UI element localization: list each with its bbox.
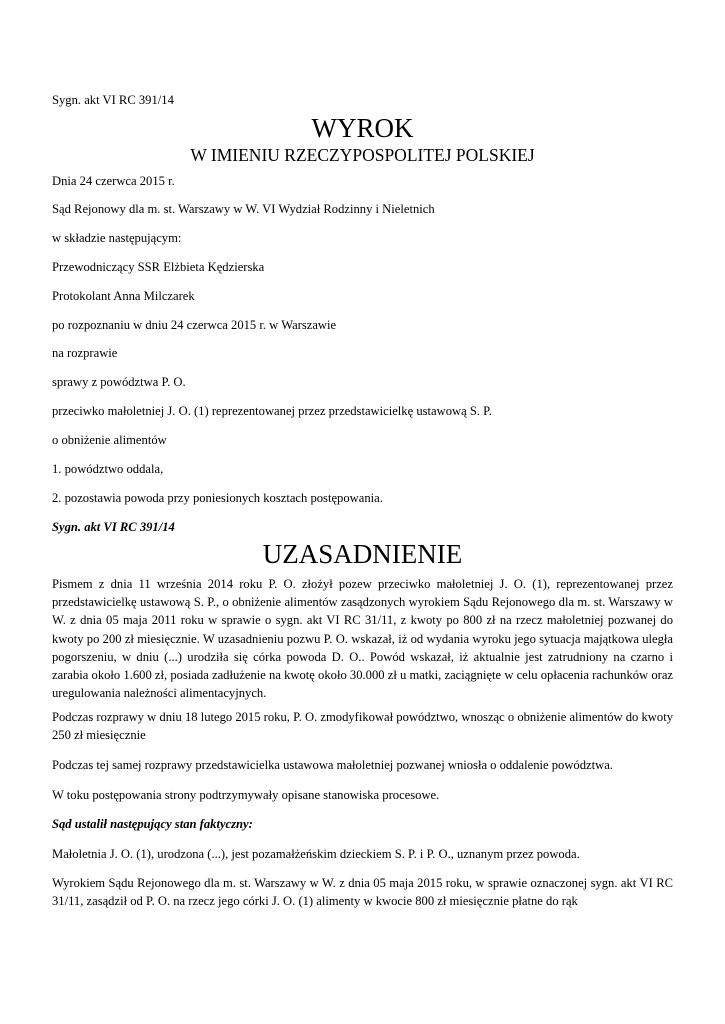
court-clerk: Protokolant Anna Milczarek — [52, 289, 195, 303]
justification-title: UZASADNIENIE — [262, 539, 463, 569]
case-subject: o obniżenie alimentów — [52, 433, 167, 447]
hearing-info: po rozpoznaniu w dniu 24 czerwca 2015 r. w Warszawie — [52, 318, 337, 332]
case-against: przeciwko małoletniej J. O. (1) reprezentowanej przez przedstawicielkę ustawową S. P. — [52, 404, 492, 418]
justification-paragraph-1: Pismem z dnia 11 września 2014 roku P. O. złożył pozew przeciwko małoletniej J. O. (1), reprezentowanej przez przedstawicielkę ustawową S. P., o obniżenie alimentów zasądzonych wyrokiem Sądu Rejonowego dla m. st. Warszawy w W. z dnia 05 maja 2011 roku w sprawie o sygn. akt VI RC 31/11, z kwoty po 800 zł na rzecz małoletniej pozwanej do kwoty po 200 zł miesięcznie. W uzasadnieniu pozwu P. O. wskazał, iż od wydania wyroku jego sytuacja majątkowa uległa pogorszeniu, w dniu (...) urodziła się córka powoda D. O.. Powód wskazał, iż aktualnie jest zatrudniony na czarno i zarabia około 1.600 zł, posiada zadłużenie na kwotę około 30.000 zł u matki, zaciągnięte w celu opłacenia rachunków oraz uregulowania należności alimentacyjnych. — [52, 577, 673, 701]
facts-heading: Sąd ustalił następujący stan faktyczny: — [52, 817, 253, 831]
verdict-date: Dnia 24 czerwca 2015 r. — [52, 174, 175, 188]
justification-paragraph-5: Małoletnia J. O. (1), urodzona (...), jest pozamałżeńskim dzieckiem S. P. i P. O., uznanym przez powoda. — [52, 847, 580, 861]
justification-paragraph-4: W toku postępowania strony podtrzymywały opisane stanowiska procesowe. — [52, 788, 440, 802]
composition-intro: w składzie następującym: — [52, 231, 182, 245]
verdict-item-1: 1. powództwo oddala, — [52, 462, 164, 476]
justification-signature: Sygn. akt VI RC 391/14 — [52, 520, 175, 534]
verdict-item-2: 2. pozostawia powoda przy poniesionych kosztach postępowania. — [52, 491, 383, 505]
verdict-title: WYROK — [311, 113, 414, 143]
case-signature-top: Sygn. akt VI RC 391/14 — [52, 93, 174, 107]
on-trial: na rozprawie — [52, 346, 118, 360]
presiding-judge: Przewodniczący SSR Elżbieta Kędzierska — [52, 260, 265, 274]
case-from: sprawy z powództwa P. O. — [52, 375, 186, 389]
justification-paragraph-6: Wyrokiem Sądu Rejonowego dla m. st. Warszawy w W. z dnia 05 maja 2015 roku, w sprawie oznaczonej sygn. akt VI RC 31/11, zasądził od P. O. na rzecz jego córki J. O. (1) alimenty w kwocie 800 zł miesięcznie płatne do rąk — [52, 876, 673, 909]
justification-paragraph-2: Podczas rozprawy w dniu 18 lutego 2015 roku, P. O. zmodyfikował powództwo, wnosząc o obniżenie alimentów do kwoty 250 zł miesięcznie — [52, 710, 673, 743]
court-name: Sąd Rejonowy dla m. st. Warszawy w W. VI Wydział Rodzinny i Nieletnich — [52, 202, 435, 216]
verdict-subtitle: W IMIENIU RZECZYPOSPOLITEJ POLSKIEJ — [190, 145, 535, 165]
justification-paragraph-3: Podczas tej samej rozprawy przedstawicielka ustawowa małoletniej pozwanej wniosła o oddalenie powództwa. — [52, 758, 613, 772]
